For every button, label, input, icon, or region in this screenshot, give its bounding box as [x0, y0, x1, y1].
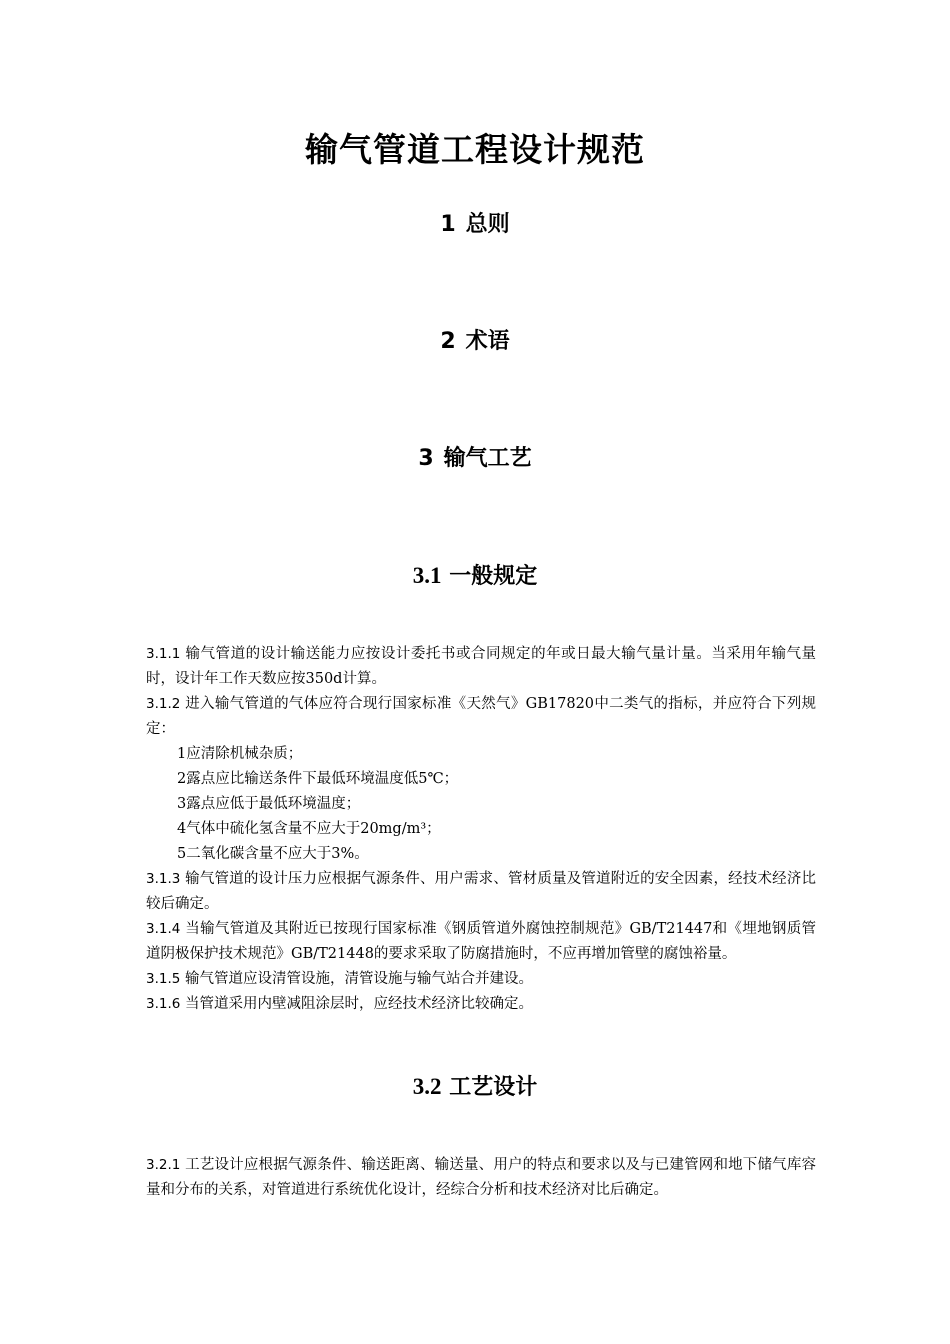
clause-3-2-1 [146, 1153, 816, 1203]
section-3-2-body [146, 1153, 816, 1203]
clause-text: 工艺设计应根据气源条件、输送距离、输送量、用户的特点和要求以及与已建管网和地下储气库容量和分布的关系，对管道进行系统优化设计，经综合分析和技术经济对比后确定。 [146, 1157, 817, 1198]
document-title: 输气管道工程设计规范 [305, 130, 645, 169]
list-item: 4气体中硫化氢含量不应大于20mg/m³； [177, 821, 441, 837]
chapter-title: 总则 [465, 212, 510, 237]
clause-number: 3.1.3 [146, 871, 181, 887]
chapter-heading-2 [0, 326, 950, 358]
section-number: 3.2 [412, 1074, 442, 1099]
clause-3-1-3 [146, 867, 816, 917]
chapter-title: 术语 [465, 329, 510, 354]
clause-3-1-4 [146, 917, 816, 967]
clause-number: 3.1.4 [146, 921, 181, 937]
section-number: 3.1 [412, 563, 442, 588]
chapter-number: 2 [440, 329, 456, 354]
clause-number: 3.1.6 [146, 996, 181, 1012]
chapter-number: 1 [440, 212, 456, 237]
clause-text: 当输气管道及其附近已按现行国家标准《钢质管道外腐蚀控制规范》GB/T21447和《埋地钢质管道阴极保护技术规范》GB/T21448的要求采取了防腐措施时，不应再增加管壁的腐蚀裕量。 [146, 921, 817, 962]
section-3-1-body [146, 642, 816, 1017]
section-heading-3-1 [0, 560, 950, 592]
clause-3-1-1 [146, 642, 816, 692]
list-item: 3露点应低于最低环境温度； [177, 796, 361, 812]
chapter-title: 输气工艺 [443, 446, 532, 471]
clause-3-1-5 [146, 967, 816, 992]
section-title: 工艺设计 [449, 1074, 538, 1100]
clause-3-1-2 [146, 692, 816, 742]
clause-text: 输气管道应设清管设施，清管设施与输气站合并建设。 [184, 971, 533, 987]
section-heading-3-2 [0, 1071, 950, 1103]
clause-number: 3.1.2 [146, 696, 181, 712]
chapter-heading-3 [0, 443, 950, 475]
clause-text: 当管道采用内壁减阻涂层时，应经技术经济比较确定。 [184, 996, 533, 1012]
clause-number: 3.1.1 [146, 646, 181, 662]
clause-text: 进入输气管道的气体应符合现行国家标准《天然气》GB17820中二类气的指标，并应符合下列规定： [146, 696, 817, 737]
list-item: 2露点应比输送条件下最低环境温度低5℃； [177, 771, 459, 787]
list-item: 1应清除机械杂质； [177, 746, 303, 762]
section-title: 一般规定 [449, 563, 538, 589]
chapter-number: 3 [418, 446, 434, 471]
list-item: 5二氧化碳含量不应大于3%。 [177, 846, 369, 862]
clause-number: 3.1.5 [146, 971, 181, 987]
clause-number: 3.2.1 [146, 1157, 181, 1173]
clause-text: 输气管道的设计压力应根据气源条件、用户需求、管材质量及管道附近的安全因素，经技术经济比较后确定。 [146, 871, 817, 912]
clause-3-1-6 [146, 992, 816, 1017]
clause-text: 输气管道的设计输送能力应按设计委托书或合同规定的年或日最大输气量计量。当采用年输气量时，设计年工作天数应按350d计算。 [146, 646, 817, 687]
chapter-heading-1 [0, 209, 950, 241]
